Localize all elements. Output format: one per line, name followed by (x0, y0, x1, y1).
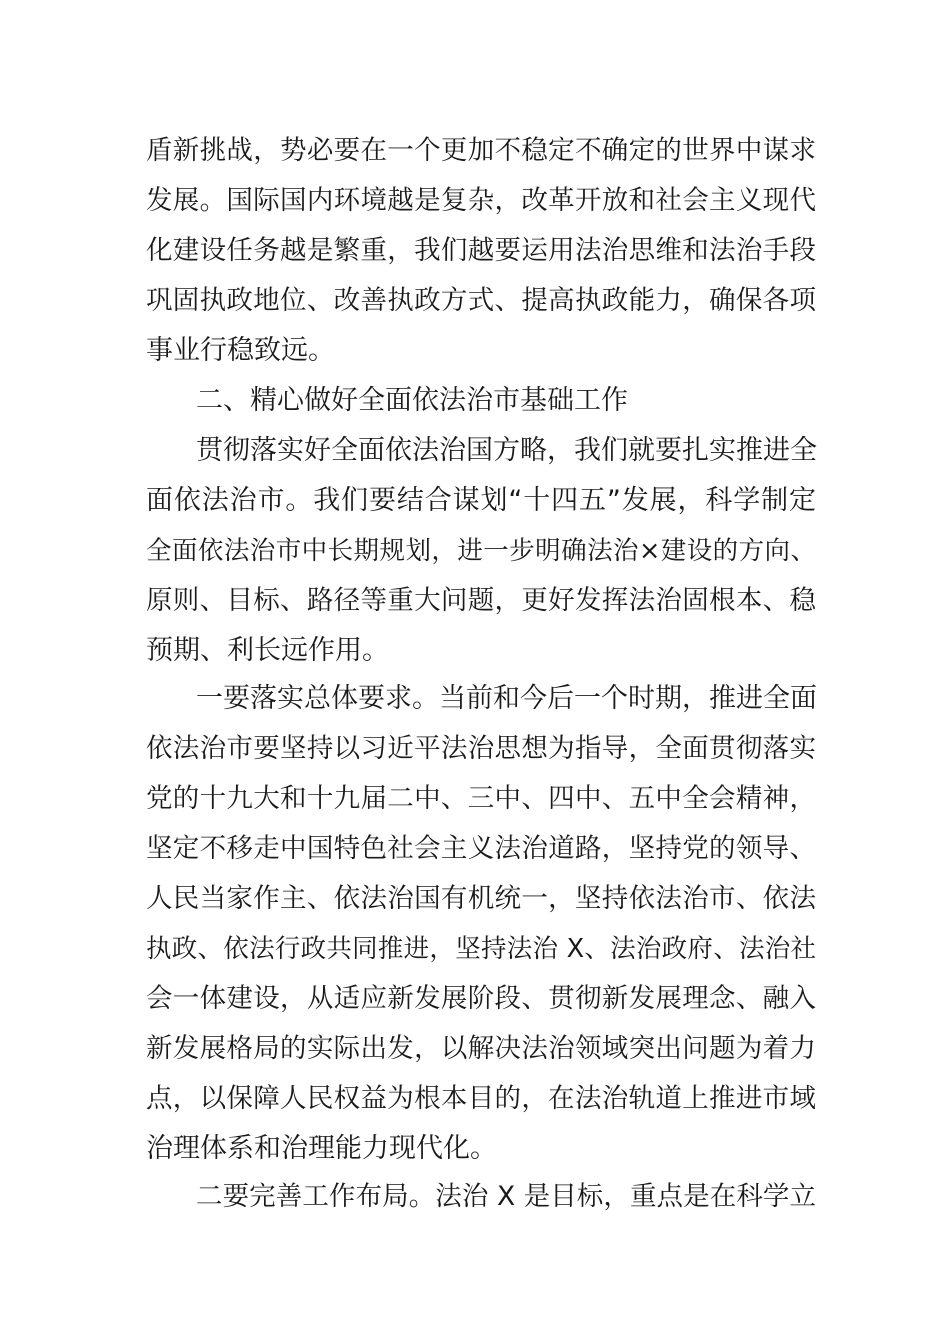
text-line: 人民当家作主、依法治国有机统一，坚持依法治市、依法 (146, 883, 816, 914)
text-line: 巩固执政地位、改善执政方式、提高执政能力，确保各项 (146, 285, 816, 316)
text-line: 会一体建设，从适应新发展阶段、贯彻新发展理念、融入 (146, 983, 816, 1014)
text-line: 事业行稳致远。 (146, 335, 335, 366)
text-line: 面依法治市。我们要结合谋划“十四五”发展，科学制定 (146, 485, 816, 516)
text-line: 坚定不移走中国特色社会主义法治道路，坚持党的领导、 (146, 833, 816, 864)
text-line: 全面依法治市中长期规划，进一步明确法治×建设的方向、 (146, 536, 816, 566)
section-heading: 二、精心做好全面依法治市基础工作 (196, 385, 628, 416)
text-line: 治理体系和治理能力现代化。 (146, 1133, 497, 1164)
text-line: 二要完善工作布局。法治 X 是目标，重点是在科学立 (196, 1181, 816, 1212)
text-line: 执政、依法行政共同推进，坚持法治 X、法治政府、法治社 (146, 934, 816, 964)
text-line: 党的十九大和十九届二中、三中、四中、五中全会精神， (146, 783, 816, 814)
text-line: 原则、目标、路径等重大问题，更好发挥法治固根本、稳 (146, 585, 816, 616)
text-line: 一要落实总体要求。当前和今后一个时期，推进全面 (196, 683, 817, 714)
text-line: 预期、利长远作用。 (146, 635, 389, 666)
text-line: 发展。国际国内环境越是复杂，改革开放和社会主义现代 (146, 185, 816, 216)
text-line: 点，以保障人民权益为根本目的，在法治轨道上推进市域 (146, 1083, 816, 1114)
text-line: 依法治市要坚持以习近平法治思想为指导，全面贯彻落实 (146, 733, 816, 764)
text-line: 化建设任务越是繁重，我们越要运用法治思维和法治手段 (146, 235, 816, 266)
text-line: 盾新挑战，势必要在一个更加不稳定不确定的世界中谋求 (146, 135, 816, 166)
text-line: 新发展格局的实际出发，以解决法治领域突出问题为着力 (146, 1033, 816, 1064)
text-line: 贯彻落实好全面依法治国方略，我们就要扎实推进全 (196, 435, 817, 466)
